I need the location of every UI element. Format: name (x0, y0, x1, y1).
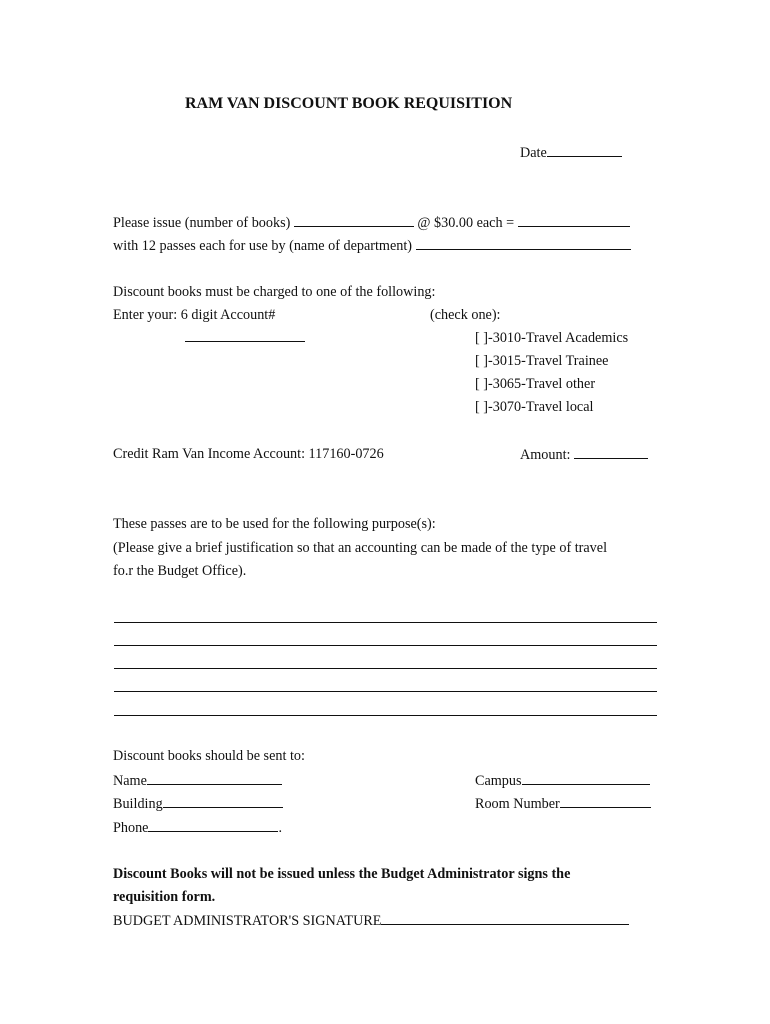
campus-label: Campus (475, 773, 522, 789)
option-3010[interactable]: [ ]-3010-Travel Academics (475, 330, 629, 346)
building-row (113, 794, 283, 813)
option-3065[interactable]: [ ]-3065-Travel other (475, 376, 596, 392)
purpose-line-3: fo.r the Budget Office). (113, 563, 247, 579)
room-number-field[interactable] (560, 794, 651, 808)
number-of-books-field[interactable] (294, 213, 414, 227)
date-label: Date (520, 145, 547, 161)
campus-field[interactable] (522, 771, 650, 785)
justification-line[interactable] (114, 668, 657, 669)
issue-price: @ $30.00 each = (417, 215, 515, 231)
notice-line-1: Discount Books will not be issued unless the Budget Administrator signs the (113, 866, 571, 882)
building-field[interactable] (163, 794, 283, 808)
amount-label: Amount: (520, 447, 571, 463)
building-label: Building (113, 796, 163, 812)
issue-line-1 (113, 213, 630, 232)
account-number-row (185, 328, 305, 347)
issue-line-2 (113, 236, 631, 255)
send-to-heading: Discount books should be sent to: (113, 748, 305, 764)
account-number-field[interactable] (185, 328, 305, 342)
issue-department-label: with 12 passes each for use by (name of department) (113, 238, 413, 254)
room-row (475, 794, 651, 813)
phone-suffix: . (278, 820, 283, 836)
total-cost-field[interactable] (518, 213, 630, 227)
option-3015[interactable]: [ ]-3015-Travel Trainee (475, 353, 609, 369)
check-one-label: (check one): (430, 307, 501, 323)
signature-label: BUDGET ADMINISTRATOR'S SIGNATURE (113, 913, 382, 929)
name-field[interactable] (147, 771, 282, 785)
justification-line[interactable] (114, 622, 657, 623)
phone-label: Phone (113, 820, 149, 836)
credit-account-label: Credit Ram Van Income Account: 117160-0726 (113, 446, 384, 462)
date-field[interactable] (547, 143, 622, 157)
room-label: Room Number (475, 796, 560, 812)
phone-field[interactable] (148, 818, 278, 832)
amount-field[interactable] (574, 445, 648, 459)
page-title: RAM VAN DISCOUNT BOOK REQUISITION (185, 95, 513, 112)
signature-field[interactable] (381, 911, 629, 925)
purpose-line-2: (Please give a brief justification so that an accounting can be made of the type of travel (113, 540, 608, 556)
campus-row (475, 771, 650, 790)
charge-heading: Discount books must be charged to one of the following: (113, 284, 436, 300)
account-label: Enter your: 6 digit Account# (113, 307, 276, 323)
signature-row (113, 911, 629, 930)
option-3070[interactable]: [ ]-3070-Travel local (475, 399, 594, 415)
date-row (520, 143, 622, 162)
justification-line[interactable] (114, 691, 657, 692)
department-field[interactable] (416, 236, 631, 250)
phone-row (113, 818, 282, 837)
purpose-line-1: These passes are to be used for the following purpose(s): (113, 516, 436, 532)
notice-line-2: requisition form. (113, 889, 216, 905)
justification-line[interactable] (114, 645, 657, 646)
amount-row (520, 445, 648, 464)
name-label: Name (113, 773, 147, 789)
issue-prefix: Please issue (number of books) (113, 215, 291, 231)
justification-line[interactable] (114, 715, 657, 716)
name-row (113, 771, 282, 790)
